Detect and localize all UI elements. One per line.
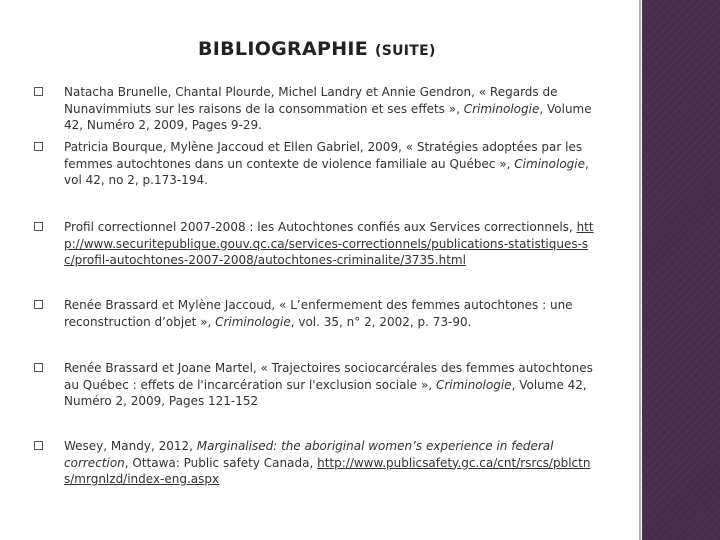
reference-journal-title: Marginalised: the aboriginal women’s experience in federal correction <box>64 439 554 470</box>
square-bullet-icon <box>34 300 43 309</box>
reference-segment: Profil correctionnel 2007-2008 : les Autochtones confiés aux Services correctionnels, <box>64 220 577 234</box>
reference-item <box>34 139 594 189</box>
reference-url-link[interactable]: http://www.securitepublique.gouv.qc.ca/services-correctionnels/publications-statistiques-sc/profil-autochtones-2007-2008/autochtones-criminalite/3735.html <box>64 220 594 267</box>
reference-text <box>64 84 594 134</box>
reference-item <box>34 360 594 410</box>
square-bullet-icon <box>34 87 43 96</box>
reference-item <box>34 297 594 330</box>
reference-segment: Renée Brassard et Mylène Jaccoud, « L’enfermement des femmes autochtones : une reconstruction d’objet », <box>64 298 573 329</box>
title-suffix: (SUITE) <box>375 43 436 59</box>
square-bullet-icon <box>34 142 43 151</box>
reference-journal-title: Criminologie <box>435 377 512 392</box>
reference-segment: Natacha Brunelle, Chantal Plourde, Michel Landry et Annie Gendron, « Regards de Nunavimmiuts sur les raisons de la consommation et ses effets », <box>64 85 558 116</box>
reference-segment: , vol. 35, n° 2, 2002, p. 73-90. <box>290 314 472 329</box>
reference-item <box>34 84 594 134</box>
reference-text <box>64 438 594 488</box>
reference-item <box>34 219 594 269</box>
reference-segment: , Volume 42, Numéro 2, 2009, Pages 9-29. <box>64 101 592 132</box>
reference-text <box>64 297 594 330</box>
decorative-side-band <box>642 0 720 540</box>
reference-url-link[interactable]: http://www.publicsafety.gc.ca/cnt/rsrcs/pblctns/mrgnlzd/index-eng.aspx <box>64 455 591 486</box>
square-bullet-icon <box>34 441 43 450</box>
reference-text <box>64 139 594 189</box>
square-bullet-icon <box>34 222 43 231</box>
reference-journal-title: Criminologie <box>463 101 540 116</box>
square-bullet-icon <box>34 363 43 372</box>
reference-journal-title: Ciminologie <box>514 156 585 171</box>
reference-segment: , vol 42, no 2, p.173-194. <box>64 156 589 187</box>
reference-text <box>64 219 594 269</box>
reference-journal-title: Criminologie <box>215 314 291 329</box>
title-main: BIBLIOGRAPHIE <box>198 38 369 60</box>
slide-title <box>198 38 436 60</box>
reference-segment: Wesey, Mandy, 2012, <box>64 439 197 453</box>
reference-text <box>64 360 594 410</box>
reference-segment: , Ottawa: Public safety Canada, <box>124 455 318 470</box>
reference-segment: , Volume 42, Numéro 2, 2009, Pages 121-152 <box>64 377 587 408</box>
reference-segment: Patricia Bourque, Mylène Jaccoud et Ellen Gabriel, 2009, « Stratégies adoptées par les femmes autochtones dans un contexte de violence familiale au Québec », <box>64 140 583 171</box>
reference-item <box>34 438 594 488</box>
reference-segment: Renée Brassard et Joane Martel, « Trajectoires sociocarcérales des femmes autochtones au Québec : effets de l'incarcération sur l'exclusion sociale », <box>64 361 593 392</box>
side-divider <box>639 0 641 540</box>
